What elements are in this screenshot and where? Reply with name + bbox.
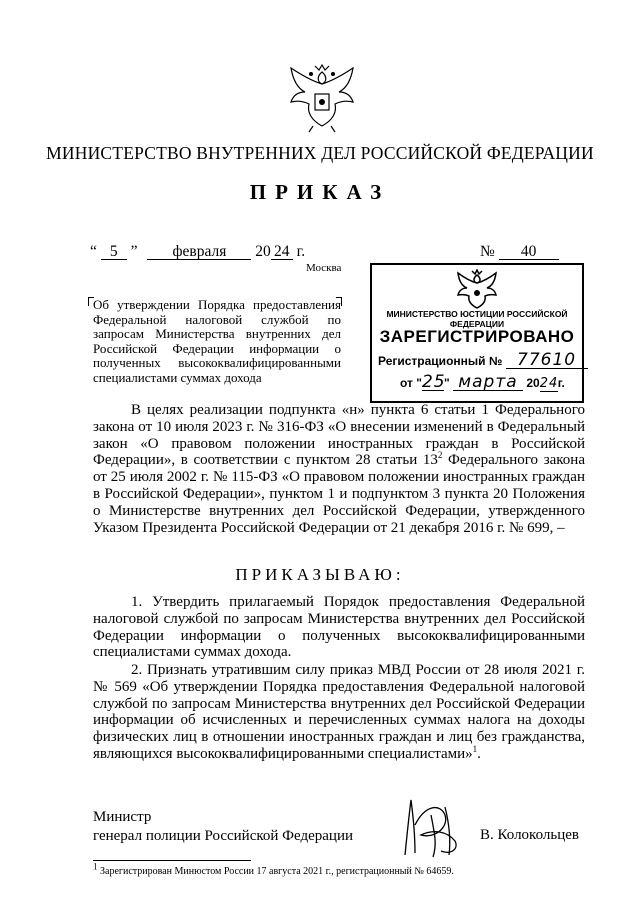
order-item-2-text: 2. Признать утратившим силу приказ МВД России от 28 июля 2021 г. № 569 «Об утверждении Порядка предоставления Федеральной налоговой службой по запросам Министерства внутренних дел Российской Федерации информации об исчисленных и перечисленных суммах налога на доходы физических лиц в отношении иностранных граждан и лиц без гражданства, являющихся высококвалифицированными специалистами» — [93, 662, 585, 762]
stamp-reg-label: Регистрационный № — [378, 354, 503, 368]
stamp-date — [400, 372, 565, 392]
stamp-emblem-icon — [455, 269, 499, 309]
date-quote-open: “ — [90, 243, 97, 260]
stamp-status: ЗАРЕГИСТРИРОВАНО — [379, 327, 575, 346]
order-number — [480, 243, 559, 261]
signatory-name: В. Колокольцев — [480, 827, 579, 843]
footnote-text: Зарегистрирован Минюстом России 17 августа 2021 г., регистрационный № 64659. — [97, 866, 454, 877]
stamp-reg-number — [378, 350, 588, 370]
handwritten-signature — [385, 795, 490, 860]
order-item-2-footnote-ref: 1 — [472, 743, 478, 754]
date-year-unit: г. — [296, 243, 306, 260]
order-item-1: 1. Утвердить прилагаемый Порядок предоставления Федеральной налоговой службой по запросам Министерства внутренних дел Российской Федерации информации о полученных высококвалифицированными специалистами суммах дохода. — [93, 594, 585, 661]
preamble-superscript: 2 — [437, 450, 443, 461]
date-year-prefix: 20 — [255, 243, 271, 260]
stamp-date-day: 25 — [421, 372, 446, 392]
registration-stamp — [370, 263, 584, 403]
ministry-name: МИНИСТЕРСТВО ВНУТРЕННИХ ДЕЛ РОССИЙСКОЙ ФЕДЕРАЦИИ — [46, 143, 594, 163]
date-month: февраля — [147, 244, 251, 260]
date-day: 5 — [101, 244, 127, 260]
footnote-marker: 1 — [93, 861, 98, 872]
number-value: 40 — [499, 244, 559, 260]
preamble-text-1: В целях реализации подпункта «н» пункта 6 статьи 1 Федерального закона от 10 июля 2023 г. № 316-ФЗ «О внесении изменений в Федеральный закон «О правовом положении иностранных граждан в Российской Федерации», в соответствии с пунктом 28 статьи 13 — [93, 402, 585, 469]
order-item-2-end: . — [477, 745, 481, 762]
document-title: ПРИКАЗ — [249, 180, 391, 204]
coat-of-arms-icon — [287, 62, 357, 134]
stamp-date-month: марта — [453, 375, 523, 391]
stamp-organization: МИНИСТЕРСТВО ЮСТИЦИИ РОССИЙСКОЙ ФЕДЕРАЦИИ — [386, 309, 568, 329]
stamp-date-year-prefix: 20 — [526, 376, 540, 390]
signatory-title: Министр — [93, 809, 152, 825]
preamble-text-2: Федерального закона от 25 июля 2002 г. № 115-ФЗ «О правовом положении иностранных граждан в Российской Федерации», пунктом 1 и подпунктом 3 пункта 20 Положения о Министерстве внутренних дел Российской Федерации, утвержденного Указом Президента Российской Федерации от 21 декабря 2016 г. № 699, – — [93, 452, 585, 536]
order-item-2 — [93, 662, 585, 763]
number-label: № — [480, 243, 495, 260]
signatory-position — [93, 808, 353, 846]
date-quote-close: ” — [130, 243, 138, 260]
order-subject: Об утверждении Порядка предоставления Федеральной налоговой службой по запросам Министерства внутренних дел Российской Федерации информации о полученных высококвалифицированными специалистами суммах дохода — [93, 297, 341, 385]
stamp-date-suffix: г. — [557, 376, 565, 390]
footnote-separator — [93, 860, 251, 861]
orders-heading: ПРИКАЗЫВАЮ: — [235, 565, 405, 584]
city: Москва — [306, 262, 342, 274]
order-date — [90, 243, 305, 261]
preamble — [93, 402, 585, 536]
date-year-suffix: 24 — [271, 244, 293, 260]
signatory-rank: генерал полиции Российской Федерации — [93, 828, 354, 844]
stamp-date-prefix: от " — [400, 376, 422, 390]
stamp-date-year-suffix: 24 — [539, 376, 559, 391]
stamp-reg-value: 77610 — [506, 353, 588, 369]
footnote — [93, 861, 454, 877]
stamp-date-mid: " — [443, 376, 450, 390]
